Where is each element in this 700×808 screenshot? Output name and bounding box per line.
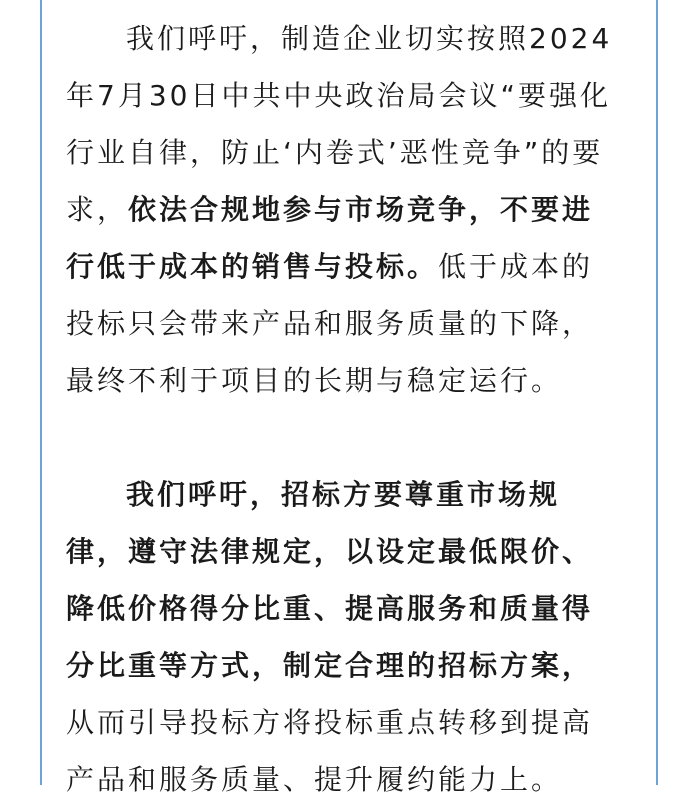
paragraph-spacer [66, 409, 626, 466]
right-border-line [656, 0, 658, 785]
text-segment: 从而引导投标方将投标重点转移到提高 [66, 706, 594, 739]
paragraph-line [66, 523, 626, 580]
left-border-line [40, 0, 42, 785]
article-body [66, 10, 626, 808]
paragraph-line [66, 637, 626, 694]
paragraph-line [66, 67, 626, 124]
bold-text-segment: 律，遵守法律规定，以设定最低限价、 [66, 535, 594, 568]
paragraph-line [66, 466, 626, 523]
bold-text-segment: 分比重等方式，制定合理的招标方案， [66, 649, 594, 682]
text-segment: 行业自律，防止‘内卷式’恶性竞争”的要 [66, 136, 604, 169]
text-segment: 投标只会带来产品和服务质量的下降， [66, 307, 594, 340]
text-segment: 产品和服务质量、提升履约能力上。 [66, 763, 563, 796]
paragraph-line [66, 580, 626, 637]
paragraph-line [66, 751, 626, 808]
paragraph-line [66, 352, 626, 409]
paragraph-2 [66, 466, 626, 808]
bold-text-segment: 我们呼吁，招标方要尊重市场规 [126, 478, 561, 511]
text-segment: 低于成本的 [438, 250, 594, 283]
paragraph-line [66, 694, 626, 751]
paragraph-line [66, 124, 626, 181]
text-segment: 我们呼吁，制造企业切实按照2024 [126, 22, 613, 55]
paragraph-line [66, 181, 626, 238]
bold-text-segment: 行低于成本的销售与投标。 [66, 250, 439, 283]
text-segment: 最终不利于项目的长期与稳定运行。 [66, 364, 563, 397]
paragraph-1 [66, 10, 626, 409]
text-segment: 年7月30日中共中央政治局会议“要强化 [66, 79, 611, 112]
paragraph-line [66, 295, 626, 352]
bold-text-segment: 依法合规地参与市场竞争，不要进 [128, 193, 594, 226]
bold-text-segment: 降低价格得分比重、提高服务和质量得 [66, 592, 594, 625]
text-segment: 求， [66, 193, 129, 226]
paragraph-line [66, 238, 626, 295]
paragraph-line [66, 10, 626, 67]
